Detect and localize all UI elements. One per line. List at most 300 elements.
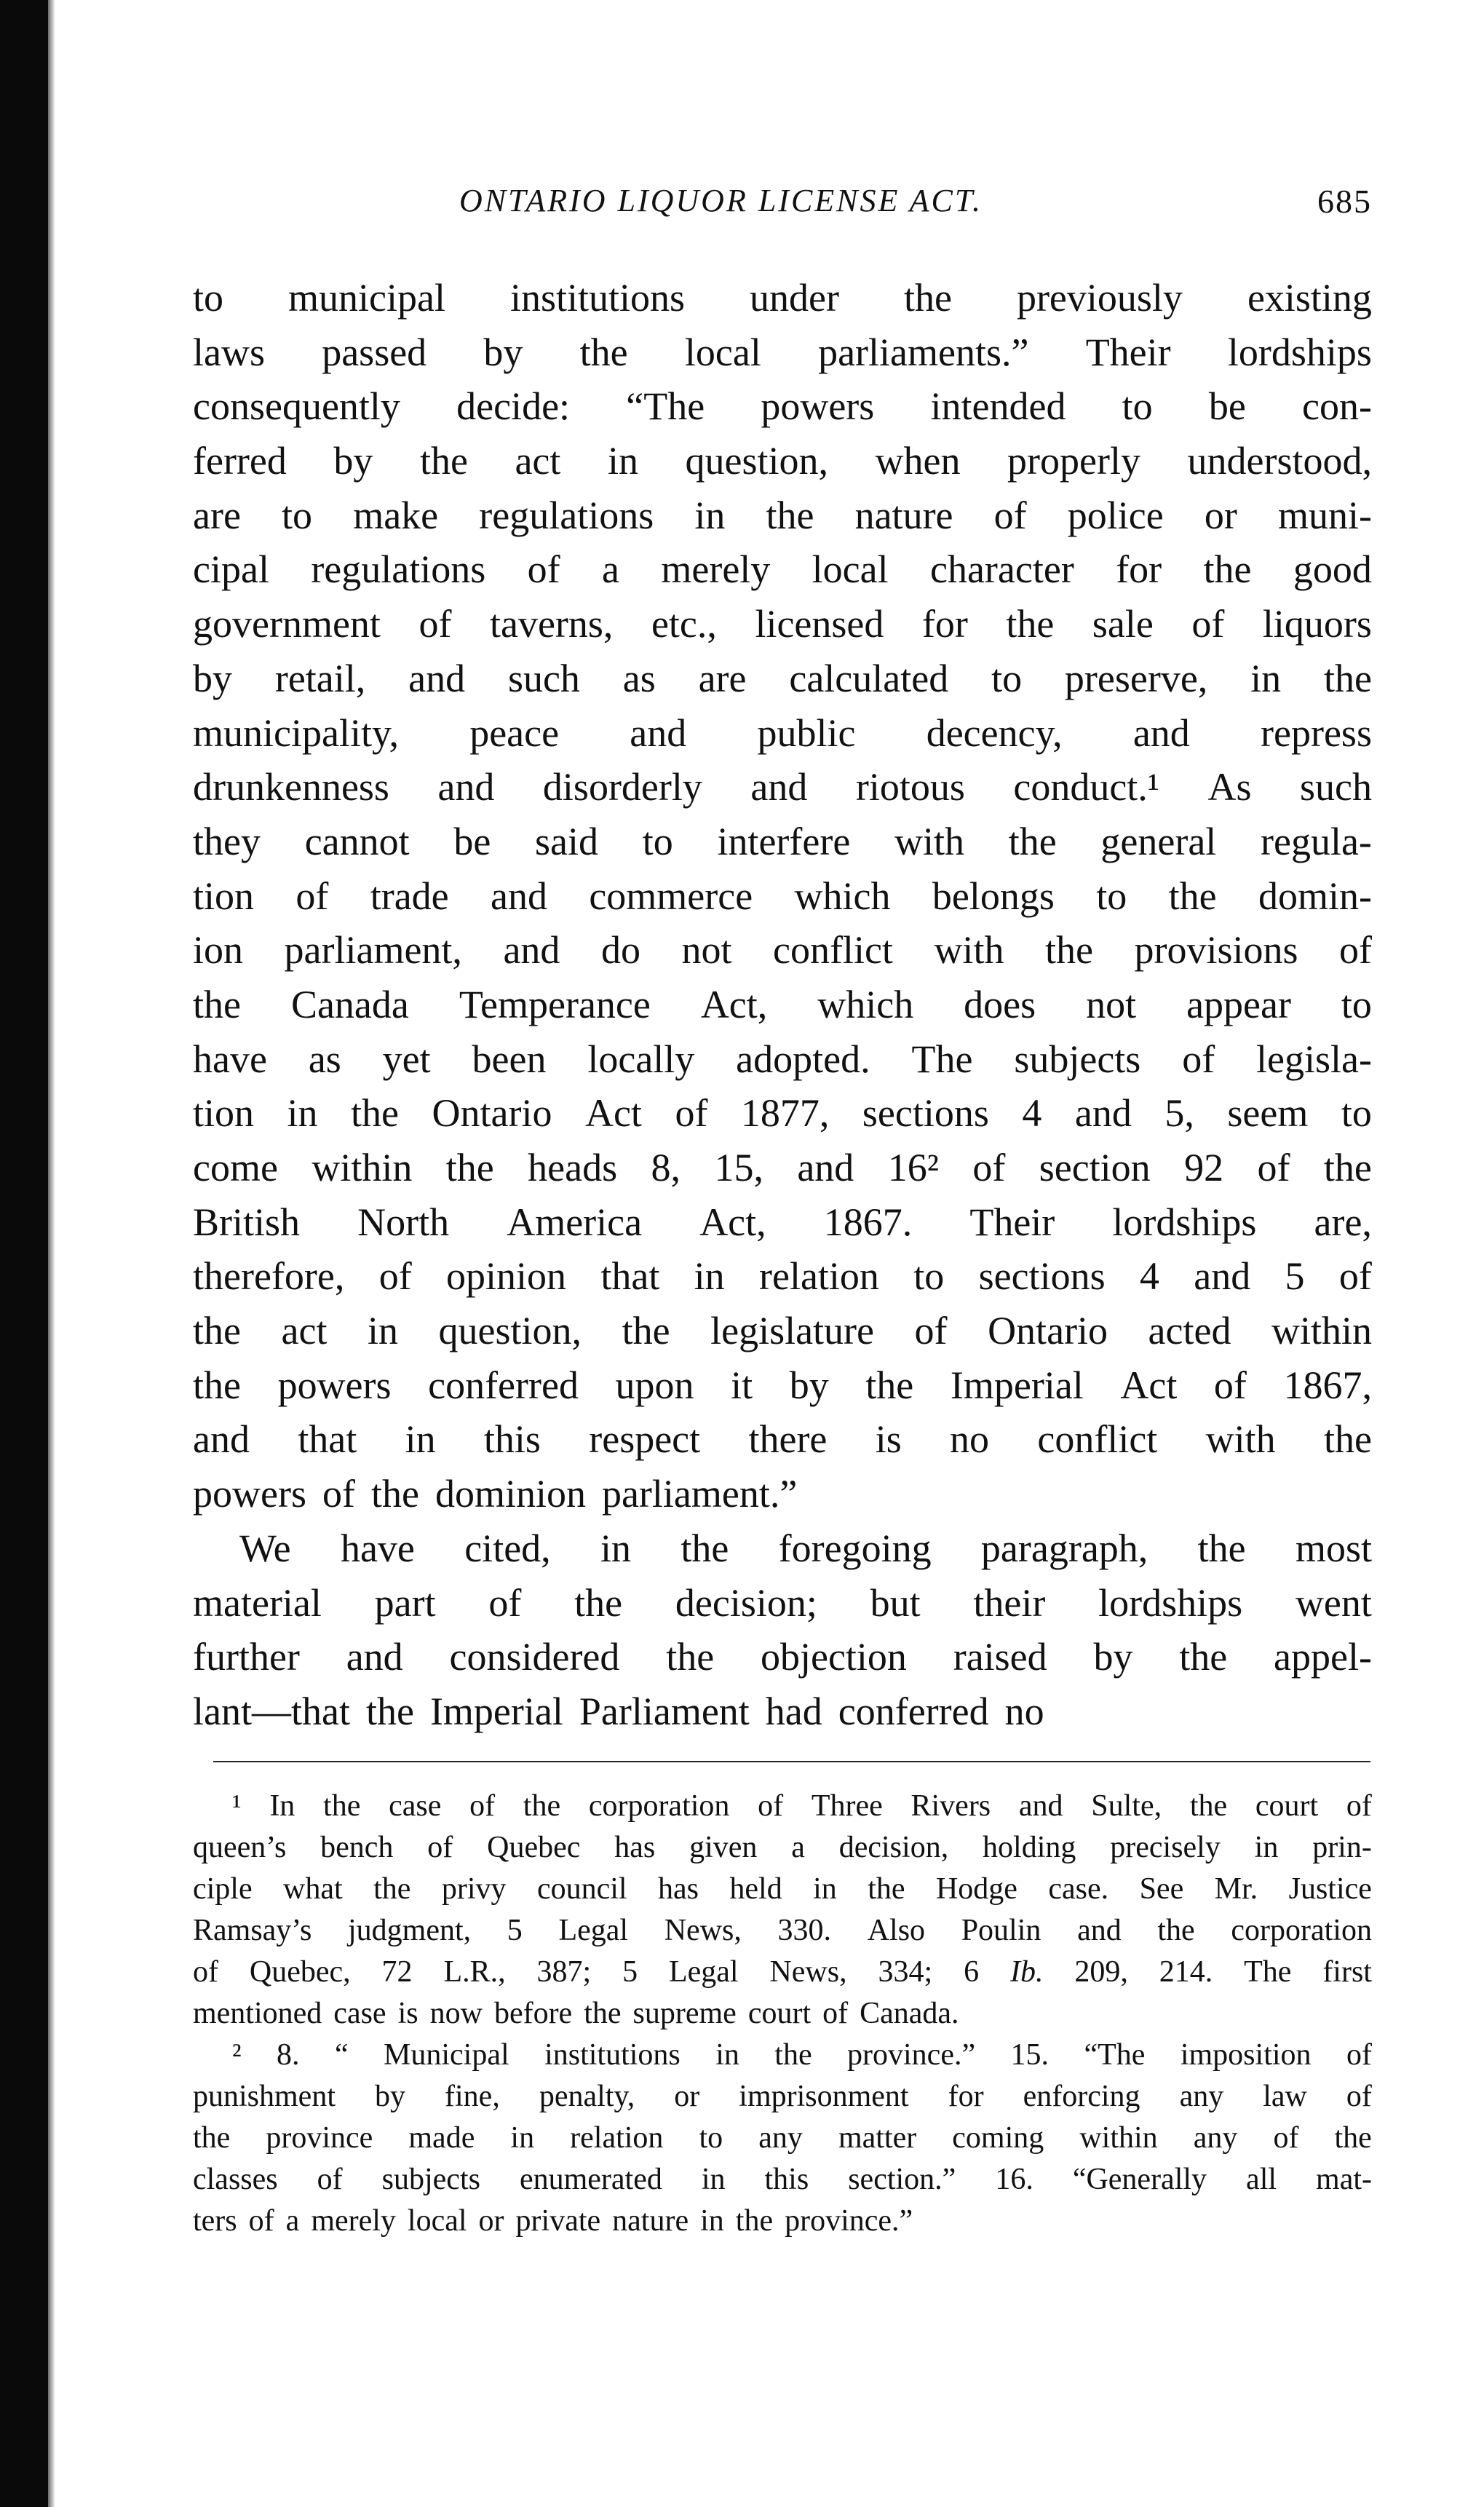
footnote-rule — [213, 1761, 1370, 1762]
word: previously — [1016, 276, 1183, 320]
word: section — [1039, 1146, 1151, 1189]
footnote-word: bench — [320, 1830, 394, 1864]
footnote-word: of — [1273, 2120, 1299, 2155]
text-line — [193, 597, 1372, 651]
footnote-word: law — [1263, 2079, 1307, 2113]
word: the — [1203, 547, 1252, 592]
word: decide: — [456, 384, 571, 429]
word: sections — [862, 1091, 989, 1136]
word: and — [491, 874, 547, 918]
word: properly — [1007, 439, 1140, 483]
scan-edge-shadow — [0, 0, 48, 2507]
word: the — [193, 982, 241, 1026]
word: 5 — [1285, 1254, 1305, 1299]
word: that — [298, 1417, 357, 1462]
word: within — [312, 1146, 413, 1189]
footnote-word: of — [248, 2203, 274, 2238]
word: cited, — [464, 1526, 551, 1570]
word: provisions — [1134, 928, 1298, 973]
word: regulations — [311, 547, 486, 592]
word: the — [681, 1526, 729, 1570]
footnote-word: “Generally — [1072, 2162, 1207, 2196]
word: decision; — [675, 1580, 817, 1625]
word: conflict — [772, 928, 893, 973]
word: to — [1122, 384, 1153, 429]
footnote-word: penalty, — [539, 2079, 635, 2113]
word: act — [515, 439, 561, 483]
footnote-word: 8. — [277, 2037, 300, 2072]
word: powers — [761, 384, 875, 429]
footnote-word: before — [493, 1996, 573, 2030]
word: and — [408, 656, 466, 700]
word: etc., — [651, 602, 717, 646]
word: conferred — [838, 1689, 989, 1733]
text-line — [193, 488, 1372, 543]
word: the — [445, 1146, 494, 1189]
word: of — [1213, 1363, 1247, 1407]
word: municipality, — [193, 710, 399, 755]
word: a — [602, 547, 619, 592]
footnote-word: precisely — [1110, 1830, 1221, 1864]
word: the — [1324, 656, 1372, 700]
word: as — [308, 1037, 341, 1081]
word: respect — [589, 1417, 701, 1462]
word: 16² — [887, 1146, 939, 1189]
word: of — [914, 1309, 948, 1353]
text-line — [193, 1412, 1372, 1467]
footnote-word: Quebec — [487, 1830, 581, 1864]
footnote-word: Canada. — [860, 1996, 959, 2030]
word: under — [750, 276, 839, 320]
word: 1867, — [1283, 1363, 1372, 1407]
word: of — [378, 1254, 412, 1299]
word: the — [622, 1309, 670, 1353]
footnote-word: corporation — [588, 1789, 730, 1823]
book-page — [193, 182, 1372, 2242]
word: and — [437, 765, 495, 809]
word: 8, — [651, 1146, 681, 1189]
word: are, — [1314, 1200, 1372, 1244]
footnote-word: section.” — [848, 2162, 956, 2196]
footnote-line — [193, 2076, 1372, 2118]
footnote-word: judgment, — [347, 1913, 472, 1947]
footnote-word: and — [1077, 1913, 1122, 1947]
word: sections — [978, 1254, 1106, 1299]
word: and — [630, 710, 687, 755]
footnote-word: Also — [867, 1913, 926, 1947]
footnote-word: the — [774, 2037, 812, 2072]
footnote-word: of — [427, 1830, 453, 1864]
word: to — [1341, 982, 1372, 1026]
word: retail, — [274, 656, 366, 700]
word: the — [1323, 1417, 1372, 1462]
footnote-word: 15. — [1010, 2037, 1049, 2072]
word: the — [1044, 928, 1093, 973]
footnote-word: of — [1346, 2079, 1372, 2113]
word: this — [483, 1417, 541, 1462]
footnote-line — [193, 1910, 1372, 1952]
footnote-word: imposition — [1180, 2037, 1312, 2072]
footnote-word: has — [657, 1872, 699, 1906]
word: subjects — [1014, 1037, 1141, 1081]
word: of — [488, 1580, 522, 1625]
word: with — [1205, 1417, 1276, 1462]
footnote-word: or — [478, 2203, 504, 2238]
footnote-line — [193, 2118, 1372, 2159]
word: in — [1250, 656, 1282, 700]
word: by — [193, 656, 232, 700]
word: parliament, — [284, 928, 462, 973]
word: no — [1004, 1689, 1044, 1733]
word: is — [875, 1417, 902, 1462]
footnote-word: Legal — [558, 1913, 629, 1947]
footnote-word: private — [515, 2203, 601, 2238]
word: their — [973, 1580, 1046, 1625]
word: institutions — [509, 276, 686, 320]
word: the — [1168, 874, 1217, 918]
word: with — [894, 819, 965, 863]
word: powers — [277, 1363, 392, 1407]
word: considered — [449, 1635, 620, 1679]
word: consequently — [193, 384, 400, 429]
footnote-word: court — [747, 1996, 812, 2030]
footnote-word: province.” — [785, 2203, 913, 2238]
word: lant—that — [193, 1689, 350, 1733]
word: been — [472, 1037, 547, 1081]
word: relation — [759, 1254, 879, 1299]
word: with — [934, 928, 1004, 973]
word: and — [503, 928, 560, 973]
word: appel- — [1274, 1635, 1372, 1679]
word: the — [865, 1363, 914, 1407]
word: upon — [615, 1363, 694, 1407]
word: be — [1208, 384, 1246, 429]
word: does — [964, 982, 1036, 1026]
word: legisla- — [1256, 1037, 1372, 1081]
running-title: ONTARIO LIQUOR LICENSE ACT. — [459, 183, 983, 218]
word: the — [193, 1309, 241, 1353]
word: the — [579, 330, 628, 374]
footnote-word: in — [715, 2037, 739, 2072]
word: by — [333, 439, 373, 483]
text-line — [193, 869, 1372, 924]
footnote-word: 6 — [964, 1954, 980, 1989]
word: Parliament — [579, 1689, 750, 1733]
text-line — [193, 1141, 1372, 1195]
word: in — [694, 493, 726, 537]
word: and — [1194, 1254, 1251, 1299]
word: to — [991, 656, 1023, 700]
word: in — [405, 1417, 436, 1462]
text-line — [193, 1630, 1372, 1684]
word: North — [357, 1200, 450, 1244]
word: and — [1132, 710, 1190, 755]
word: question, — [438, 1309, 582, 1353]
footnote-word: a — [285, 2203, 300, 2238]
word: trade — [370, 874, 449, 918]
footnote-word: See — [1139, 1872, 1184, 1906]
footnote-word: 5 — [507, 1913, 523, 1947]
footnote-word: In — [269, 1789, 295, 1823]
word: therefore, — [193, 1254, 345, 1299]
word: and — [193, 1417, 250, 1462]
footnote-word: 5 — [622, 1954, 638, 1989]
footnote-word: L.R., — [443, 1954, 506, 1989]
word: are — [193, 493, 241, 537]
word: by — [789, 1363, 829, 1407]
footnote-word: of — [1346, 2037, 1372, 2072]
text-line — [193, 1249, 1372, 1304]
word: the — [193, 1363, 241, 1407]
footnote-word: 72 — [381, 1954, 413, 1989]
footnote-word: matter — [838, 2120, 917, 2155]
word: for — [921, 602, 968, 646]
word: do — [600, 928, 640, 973]
word: no — [950, 1417, 990, 1462]
word: and — [797, 1146, 854, 1189]
footnote-word: in — [701, 2162, 726, 2196]
word: come — [193, 1146, 278, 1189]
word: it — [731, 1363, 753, 1407]
footnote-word: of — [758, 1789, 784, 1823]
footnote-line — [193, 1952, 1372, 1993]
word: the — [1323, 1146, 1372, 1189]
footnote-word: or — [674, 2079, 700, 2113]
footnote-word: the — [193, 2120, 231, 2155]
word: are — [698, 656, 747, 700]
word: there — [748, 1417, 828, 1462]
word: the — [1197, 1526, 1246, 1570]
footnote-word: this — [764, 2162, 809, 2196]
footnote-word: Ramsay’s — [193, 1913, 312, 1947]
footnote-word: Ib. — [1009, 1954, 1044, 1989]
word: belongs — [932, 874, 1055, 918]
footnote-word: case — [333, 1996, 386, 2030]
word: of — [418, 602, 452, 646]
word: 92 — [1184, 1146, 1224, 1189]
footnote-word: The — [1244, 1954, 1292, 1989]
word: We — [239, 1526, 291, 1570]
footnote-word: enumerated — [519, 2162, 662, 2196]
word: liquors — [1262, 602, 1372, 646]
footnote-word: any — [1193, 2120, 1238, 2155]
word: the — [1179, 1635, 1228, 1679]
footnote-word: of — [1346, 1789, 1372, 1823]
word: the — [365, 1689, 414, 1733]
footnote-word: is — [397, 1996, 418, 2030]
word: British — [193, 1200, 301, 1244]
word: question, — [685, 439, 828, 483]
word: of — [1182, 1037, 1215, 1081]
word: of — [295, 874, 329, 918]
footnote-word: the — [373, 1872, 411, 1906]
word: conflict — [1037, 1417, 1158, 1462]
footnote-line — [193, 2201, 1372, 2242]
word: conduct.¹ — [1013, 765, 1159, 809]
footnote-word: court — [1255, 1789, 1319, 1823]
footnote-line — [193, 1993, 1372, 2035]
footnote-word: institutions — [544, 2037, 681, 2072]
footnote-word: held — [729, 1872, 782, 1906]
word: in — [600, 1526, 632, 1570]
footnote-word: Legal — [668, 1954, 739, 1989]
word: 1877, — [740, 1091, 830, 1136]
footnote-word: in — [700, 2203, 724, 2238]
word: foregoing — [778, 1526, 932, 1570]
footnote-word: Hodge — [935, 1872, 1017, 1906]
footnote-word: of — [822, 1996, 849, 2030]
footnote-word: fine, — [445, 2079, 500, 2113]
word: con- — [1302, 384, 1372, 429]
footnote-word: 330. — [777, 1913, 832, 1947]
word: tion — [193, 874, 255, 918]
footnote-word: subjects — [381, 2162, 480, 2196]
word: such — [507, 656, 580, 700]
word: Imperial — [950, 1363, 1084, 1407]
word: when — [875, 439, 961, 483]
word: the — [1008, 819, 1057, 863]
footnote-word: ² — [232, 2037, 242, 2072]
footnote-word: Mr. — [1214, 1872, 1258, 1906]
word: general — [1100, 819, 1217, 863]
word: ion — [193, 928, 244, 973]
word: regula- — [1261, 819, 1372, 863]
word: of — [675, 1091, 708, 1136]
word: appear — [1186, 982, 1291, 1026]
word: cipal — [193, 547, 269, 592]
footnote-word: in — [1254, 1830, 1279, 1864]
footnote-word: and — [1018, 1789, 1063, 1823]
word: 4 — [1139, 1254, 1159, 1299]
footnote-word: merely — [311, 2203, 396, 2238]
footnote-word: case — [389, 1789, 442, 1823]
word: of — [527, 547, 560, 592]
word: have — [340, 1526, 415, 1570]
footnote-line — [193, 1869, 1372, 1910]
scan-edge-gradient — [48, 0, 55, 2507]
word: public — [757, 710, 856, 755]
footnote-word: the — [1189, 1789, 1228, 1823]
footnote-word: ciple — [193, 1872, 253, 1906]
footnote-word: corporation — [1231, 1913, 1372, 1947]
word: police — [1067, 493, 1164, 537]
text-line — [193, 651, 1372, 706]
word: not — [681, 928, 732, 973]
footnote-word: for — [948, 2079, 984, 2113]
word: Temperance — [459, 982, 651, 1026]
word: legislature — [710, 1309, 875, 1353]
footnote-word: Sulte, — [1091, 1789, 1162, 1823]
word: powers — [193, 1472, 306, 1516]
word: or — [1204, 493, 1237, 537]
word: sale — [1092, 602, 1154, 646]
footnote-word: the — [323, 1789, 361, 1823]
text-line — [193, 706, 1372, 761]
word: to — [913, 1254, 945, 1299]
word: make — [353, 493, 439, 537]
text-line — [193, 978, 1372, 1032]
footnote-word: what — [283, 1872, 343, 1906]
word: domin- — [1258, 874, 1372, 918]
text-line — [193, 760, 1372, 815]
word: merely — [661, 547, 771, 592]
footnote-word: made — [408, 2120, 475, 2155]
text-line — [193, 542, 1372, 597]
word: that — [600, 1254, 660, 1299]
word: which — [817, 982, 914, 1026]
footnote-word: province.” — [847, 2037, 976, 2072]
word: act — [281, 1309, 328, 1353]
word: intended — [930, 384, 1066, 429]
footnote-word: imprisonment — [739, 2079, 909, 2113]
word: nature — [854, 493, 953, 537]
word: material — [193, 1580, 322, 1625]
word: the — [1006, 602, 1055, 646]
word: of — [972, 1146, 1006, 1189]
word: of — [322, 1472, 355, 1516]
word: parliament.” — [601, 1472, 798, 1516]
word: good — [1293, 547, 1372, 592]
footnote-word: 16. — [995, 2162, 1033, 2196]
word: of — [1257, 1146, 1290, 1189]
footnote-word: province — [266, 2120, 373, 2155]
footnote-word: 214. — [1159, 1954, 1213, 1989]
footnotes — [193, 1786, 1372, 2242]
word: locally — [587, 1037, 695, 1081]
word: to — [1341, 1091, 1372, 1136]
word: the — [766, 493, 814, 537]
word: existing — [1247, 276, 1372, 320]
text-line — [193, 379, 1372, 434]
word: the — [903, 276, 952, 320]
footnote-word: within — [1079, 2120, 1158, 2155]
word: 4 — [1022, 1091, 1042, 1136]
footnote-word: ¹ — [232, 1789, 242, 1823]
footnote-word: in — [510, 2120, 535, 2155]
footnote-word: the — [735, 2203, 774, 2238]
word: the — [574, 1580, 623, 1625]
word: of — [1338, 1254, 1372, 1299]
text-line — [193, 923, 1372, 978]
word: cannot — [304, 819, 410, 863]
word: decency, — [926, 710, 1063, 755]
word: understood, — [1187, 439, 1372, 483]
footnote-line — [193, 1786, 1372, 1827]
footnote-word: local — [407, 2203, 467, 2238]
footnote-word: all — [1246, 2162, 1277, 2196]
word: paragraph, — [980, 1526, 1148, 1570]
word: the — [370, 1472, 419, 1516]
word: Imperial — [429, 1689, 563, 1733]
word: to — [642, 819, 673, 863]
footnote-word: queen’s — [193, 1830, 287, 1864]
word: licensed — [755, 602, 884, 646]
word: peace — [469, 710, 560, 755]
page-number: 685 — [1317, 183, 1372, 220]
word: objection — [760, 1635, 907, 1679]
footnote-word: to — [699, 2120, 723, 2155]
word: part — [374, 1580, 436, 1625]
word: repress — [1261, 710, 1372, 755]
word: muni- — [1277, 493, 1372, 537]
word: The — [911, 1037, 973, 1081]
word: the — [419, 439, 468, 483]
footnote-word: Quebec, — [249, 1954, 351, 1989]
word: Canada — [290, 982, 409, 1026]
text-line — [193, 271, 1372, 325]
word: Act — [584, 1091, 642, 1136]
word: yet — [382, 1037, 431, 1081]
